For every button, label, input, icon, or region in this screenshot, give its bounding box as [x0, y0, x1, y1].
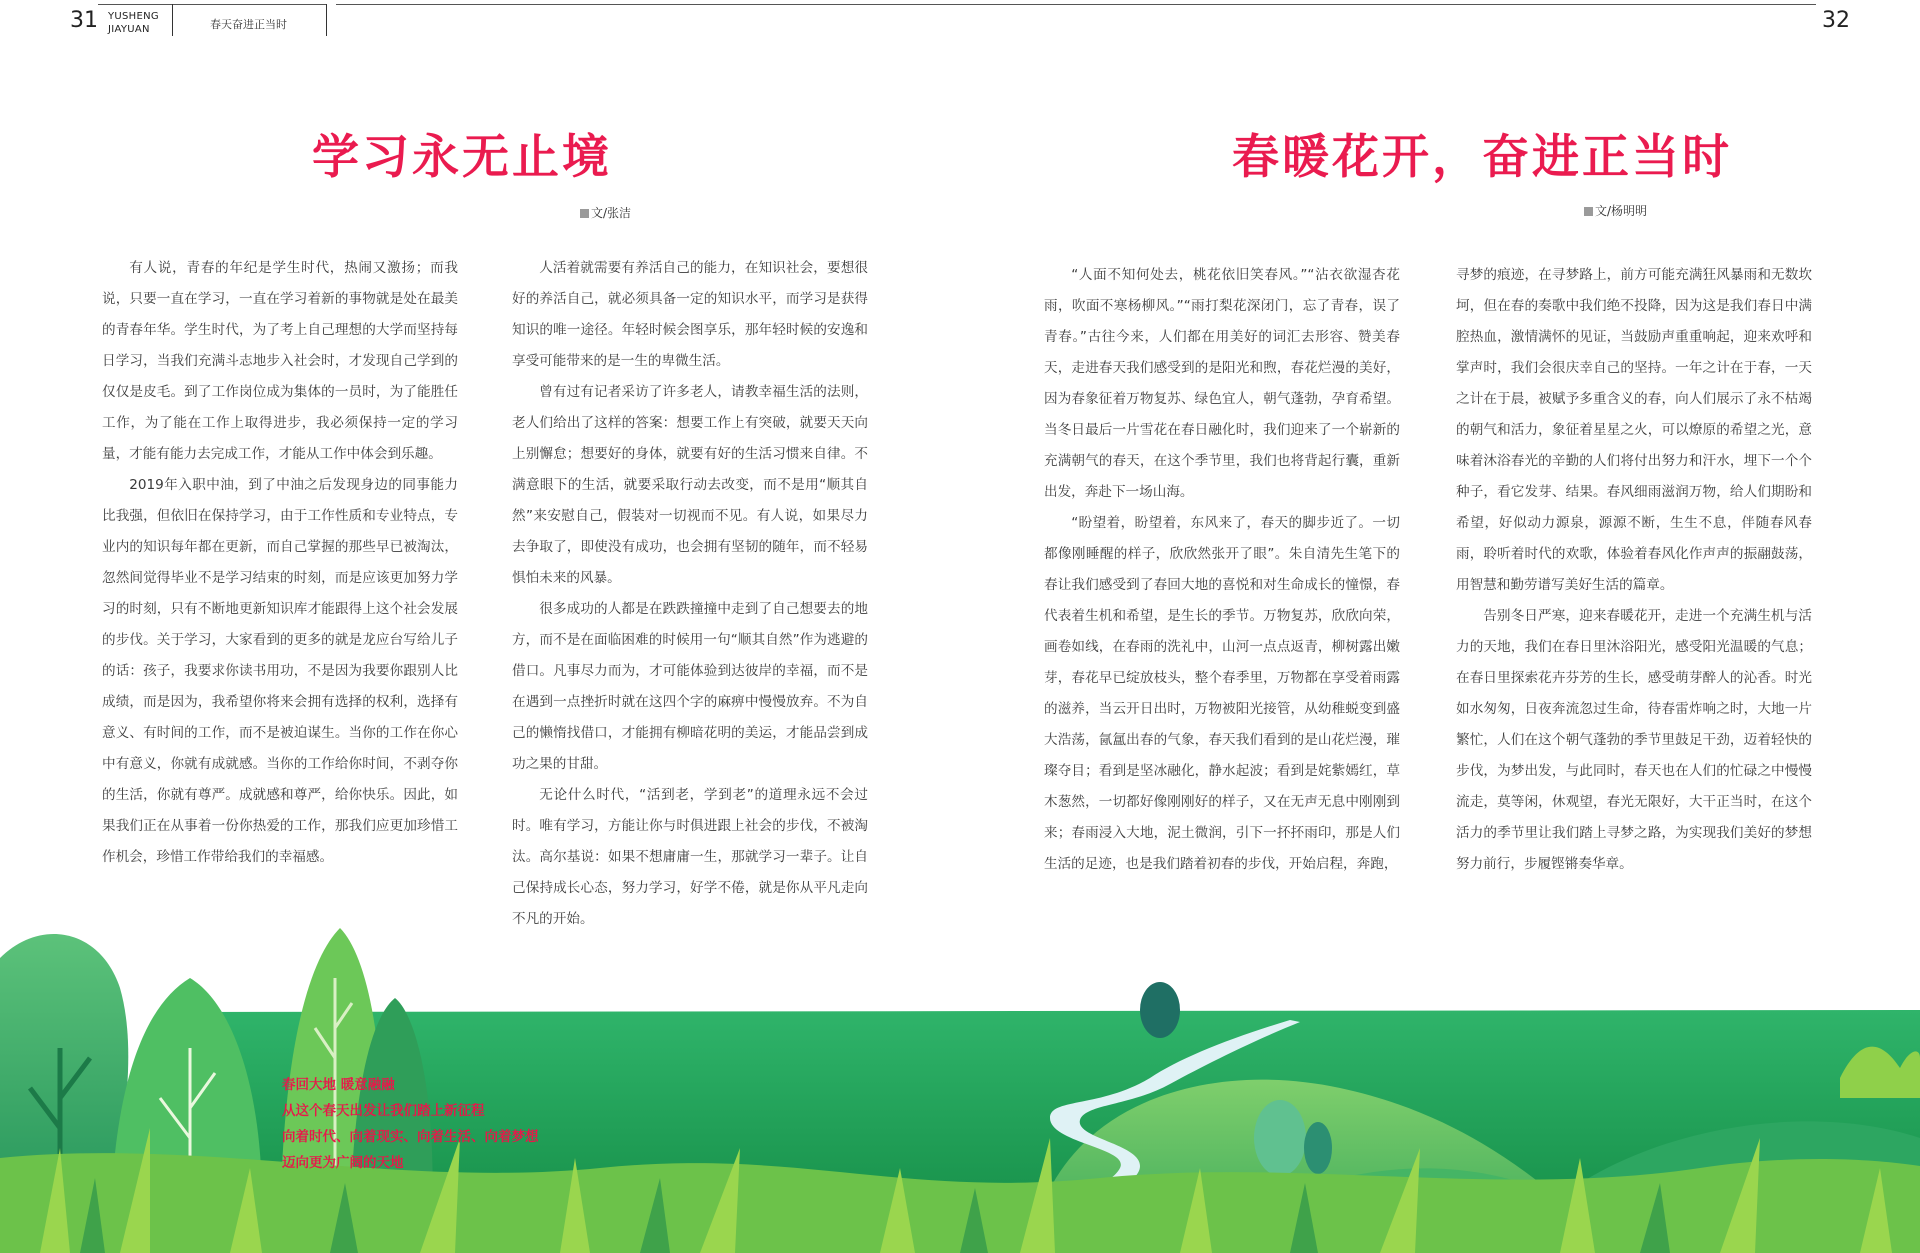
byline-marker — [1584, 207, 1593, 216]
article-left-column-2 — [512, 253, 868, 935]
paragraph: “盼望着，盼望着，东风来了，春天的脚步近了。一切都像刚睡醒的样子，欣欣然张开了眼”。朱自清先生笔下的春让我们感受到了春回大地的喜悦和对生命成长的憧憬，春代表着生机和希望，是生长的季节。万物复苏，欣欣向荣，画卷如线，在春雨的洗礼中，山河一点点返青，柳树露出嫩芽，春花早已绽放枝头，整个春季里，万物都在享受着雨露的滋养，当云开日出时，万物被阳光接管，从幼稚蜕变到盛大浩荡，氤氲出春的气象，春天我们看到的是山花烂漫，璀璨夺目；看到是坚冰融化，静水起波；看到是姹紫嫣红，草木葱然，一切都好像刚刚好的样子，又在无声无息中刚刚到来；春雨浸入大地，泥土微润，引下一抔抔雨印，那是人们生活的足迹，也是我们踏着初春的步伐，开始启程，奔跑， — [1044, 515, 1400, 872]
page-number-right: 32 — [1822, 8, 1850, 33]
paragraph: 无论什么时代，“活到老，学到老”的道理永远不会过时。唯有学习，方能让你与时俱进跟上社会的步伐，不被淘汰。高尔基说：如果不想庸庸一生，那就学习一辈子。让自己保持成长心态，努力学习，好学不倦，就是你从平凡走向不凡的开始。 — [512, 787, 868, 927]
article-right-column-2 — [1456, 260, 1812, 880]
paragraph: 曾有过有记者采访了许多老人，请教幸福生活的法则，老人们给出了这样的答案：想要工作上有突破，就要天天向上别懈怠；想要好的身体，就要有好的生活习惯来自律。不满意眼下的生活，就要采取行动去改变，而不是用“顺其自然”来安慰自己，假装对一切视而不见。有人说，如果尽力去争取了，即使没有成功，也会拥有坚韧的随年，而不轻易惧怕未来的风暴。 — [512, 384, 868, 586]
small-tree — [1304, 1122, 1332, 1174]
slogan-line: 迈向更为广阔的天地 — [282, 1155, 404, 1171]
paragraph: 人活着就需要有养活自己的能力，在知识社会，要想很好的养活自己，就必须具备一定的知识水平，而学习是获得知识的唯一途径。年轻时候会图享乐，那年轻时候的安逸和享受可能带来的是一生的卑微生活。 — [512, 260, 868, 369]
small-tree — [1254, 1100, 1306, 1176]
article-left-column-1 — [102, 253, 458, 873]
article-left-title: 学习永无止境 — [312, 130, 612, 185]
paragraph: 有人说，青春的年纪是学生时代，热闹又激扬；而我说，只要一直在学习，一直在学习着新的事物就是处在最美的青春年华。学生时代，为了考上自己理想的大学而坚持每日学习，当我们充满斗志地步入社会时，才发现自己学到的仅仅是皮毛。到了工作岗位成为集体的一员时，为了能胜任工作，为了能在工作上取得进步，我必须保持一定的学习量，才能有能力去完成工作，才能从工作中体会到乐趣。 — [102, 260, 458, 462]
slogan-line: 向着时代、向着现实、向着生活、向着梦想 — [282, 1129, 539, 1145]
paragraph: 2019年入职中油，到了中油之后发现身边的同事能力比我强，但依旧在保持学习，由于工作性质和专业特点，专业内的知识每年都在更新，而自己掌握的那些早已被淘汰，忽然间觉得毕业不是学习结束的时刻，而是应该更加努力学习的时刻，只有不断地更新知识库才能跟得上这个社会发展的步伐。关于学习，大家看到的更多的就是龙应台写给儿子的话：孩子，我要求你读书用功，不是因为我要你跟别人比成绩，而是因为，我希望你将来会拥有选择的权利，选择有意义、有时间的工作，而不是被迫谋生。当你的工作在你心中有意义，你就有成就感。当你的工作给你时间，不剥夺你的生活，你就有尊严。成就感和尊严，给你快乐。因此，如果我们正在从事着一份你热爱的工作，那我们应更加珍惜工作机会，珍惜工作带给我们的幸福感。 — [102, 477, 458, 865]
byline-text: 文/杨明明 — [1595, 204, 1648, 218]
article-right-column-1 — [1044, 260, 1400, 880]
header-rule-left — [98, 4, 326, 5]
article-right-byline — [1584, 202, 1647, 219]
brand-line2: JIAYUAN — [108, 24, 150, 35]
slogan-line: 从这个春天出发让我们踏上新征程 — [282, 1103, 485, 1119]
header-section-title: 春天奋进正当时 — [210, 18, 287, 31]
paragraph: “人面不知何处去，桃花依旧笑春风。”“沾衣欲湿杏花雨，吹面不寒杨柳风。”“雨打梨花深闭门，忘了青春，误了青春。”古往今来，人们都在用美好的词汇去形容、赞美春天，走进春天我们感受到的是阳光和煦，春花烂漫的美好，因为春象征着万物复苏、绿色宜人，朝气蓬勃，孕育希望。当冬日最后一片雪花在春日融化时，我们迎来了一个崭新的充满朝气的春天，在这个季节里，我们也将背起行囊，重新出发，奔赴下一场山海。 — [1044, 267, 1400, 500]
page-number-left: 31 — [70, 8, 98, 33]
article-left-byline — [580, 204, 631, 221]
slogan-block — [282, 1072, 539, 1176]
article-right-title: 春暖花开，奋进正当时 — [1232, 130, 1732, 185]
slogan-line: 春回大地 暖意融融 — [282, 1077, 395, 1093]
small-tree — [1140, 982, 1180, 1038]
paragraph: 寻梦的痕迹，在寻梦路上，前方可能充满狂风暴雨和无数坎坷，但在春的奏歌中我们绝不投降，因为这是我们春日中满腔热血，激情满怀的见证，当鼓励声重重响起，迎来欢呼和掌声时，我们会很庆幸自己的坚持。一年之计在于春，一天之计在于晨，被赋予多重含义的春，向人们展示了永不枯竭的朝气和活力，象征着星星之火，可以燎原的希望之光，意味着沐浴春光的辛勤的人们将付出努力和汗水，埋下一个个种子，看它发芽、结果。春风细雨滋润万物，给人们期盼和希望，好似动力源泉，源源不断，生生不息，伴随春风春雨，聆听着时代的欢歌，体验着春风化作声声的振翮鼓荡，用智慧和勤劳谱写美好生活的篇章。 — [1456, 267, 1812, 593]
header-divider-2 — [326, 4, 327, 36]
brand-line1: YUSHENG — [108, 11, 159, 22]
header-divider — [172, 4, 173, 36]
byline-marker — [580, 209, 589, 218]
paragraph: 很多成功的人都是在跌跌撞撞中走到了自己想要去的地方，而不是在面临困难的时候用一句“顺其自然”作为逃避的借口。凡事尽力而为，才可能体验到达彼岸的幸福，而不是在遇到一点挫折时就在这四个字的麻痹中慢慢放弃。不为自己的懒惰找借口，才能拥有柳暗花明的美运，才能品尝到成功之果的甘甜。 — [512, 601, 868, 772]
paragraph: 告别冬日严寒，迎来春暖花开，走进一个充满生机与活力的天地，我们在春日里沐浴阳光，感受阳光温暖的气息；在春日里探索花卉芬芳的生长，感受萌芽醉人的沁香。时光如水匆匆，日夜奔流忽过生命，待春雷炸响之时，大地一片繁忙，人们在这个朝气蓬勃的季节里鼓足干劲，迈着轻快的步伐，为梦出发，与此同时，春天也在人们的忙碌之中慢慢流走，莫等闲，休观望，春光无限好，大干正当时，在这个活力的季节里让我们踏上寻梦之路，为实现我们美好的梦想努力前行，步履铿锵奏华章。 — [1456, 608, 1812, 872]
header-rule-right — [336, 4, 1816, 5]
byline-text: 文/张洁 — [591, 206, 632, 220]
brand-logo — [106, 10, 172, 38]
